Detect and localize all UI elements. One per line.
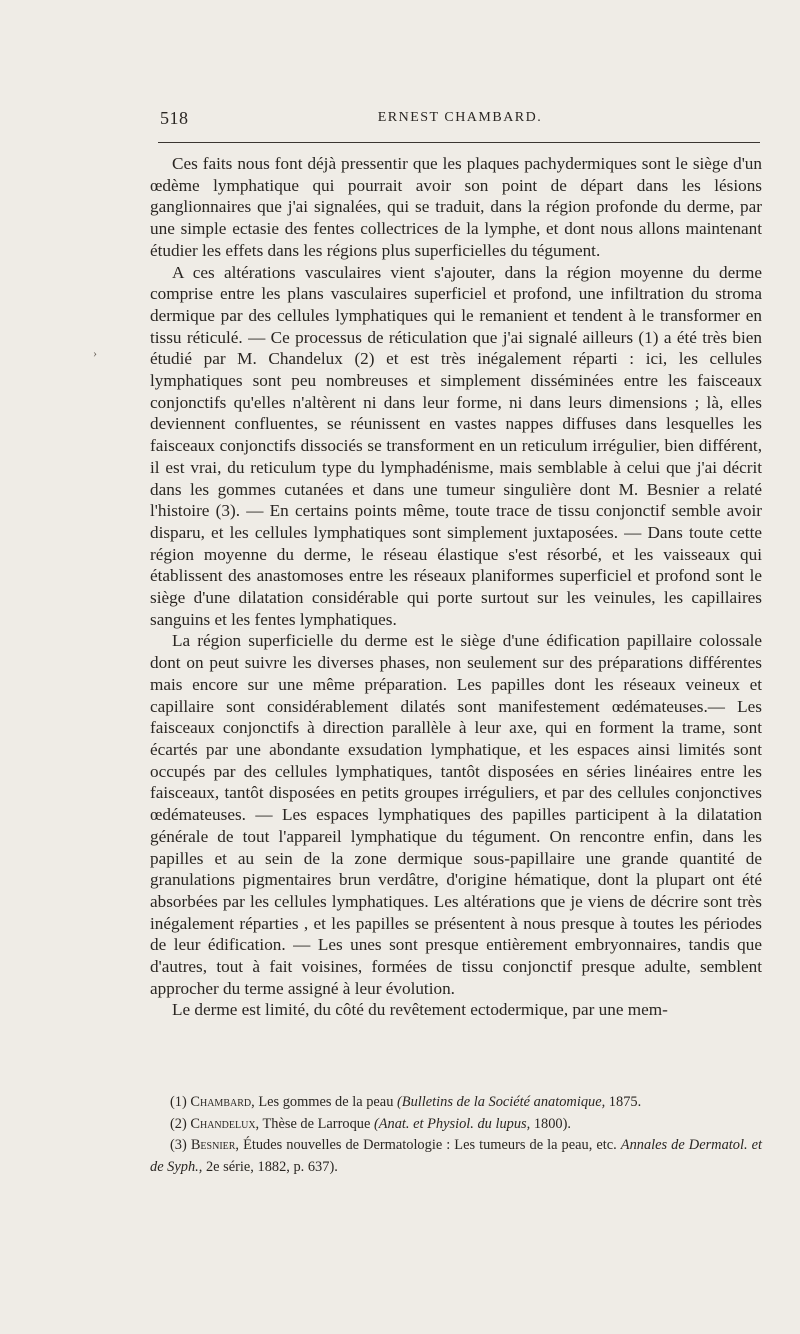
footnote-marker: (1) bbox=[170, 1094, 187, 1110]
margin-mark: › bbox=[93, 346, 97, 360]
footnote-marker: (2) bbox=[170, 1115, 187, 1132]
running-head: ERNEST CHAMBARD. bbox=[377, 110, 543, 125]
footnote-title: Annales de Dermatol. et de Syph., bbox=[150, 1137, 762, 1175]
footnote-rest: 1875. bbox=[605, 1094, 642, 1110]
footnote-rest: 1800). bbox=[530, 1115, 572, 1132]
footnote-marker: (3) bbox=[170, 1137, 187, 1153]
footnote-text: Thèse de Larroque bbox=[259, 1115, 374, 1132]
page-number: 518 bbox=[160, 108, 189, 128]
footnote bbox=[150, 1135, 762, 1178]
footnote-author: Chambard, bbox=[190, 1094, 255, 1110]
footnote-rest: 2e série, 1882, p. 637). bbox=[202, 1158, 338, 1175]
page-header bbox=[160, 108, 760, 132]
footnote-title: (Bulletins de la Société anatomique, bbox=[396, 1094, 606, 1110]
footnote-author: Besnier, bbox=[190, 1137, 240, 1153]
footnote-text: Études nouvelles de Dermatologie : Les tumeurs de la peau, etc. bbox=[239, 1137, 621, 1153]
paragraph: Ces faits nous font déjà pressentir que les plaques pachydermiques sont le siège d'un œdème lymphatique qui pourrait avoir son point de départ dans les lésions ganglionnaires que j'ai signalées, qui se traduit, dans la région profonde du derme, par une simple ectasie des fentes collectrices de la lymphe, et dont nous allons maintenant étudier les effets dans les régions plus superficielles du tégument. bbox=[150, 154, 762, 260]
footnotes bbox=[150, 1092, 762, 1178]
footnote-title: (Anat. et Physiol. du lupus, bbox=[373, 1115, 531, 1132]
footnote bbox=[150, 1092, 762, 1114]
footnote-author: Chandelux, bbox=[190, 1115, 260, 1132]
paragraph: Le derme est limité, du côté du revêtement ectodermique, par une mem- bbox=[172, 1000, 668, 1020]
body-text bbox=[150, 153, 762, 1021]
footnote bbox=[150, 1114, 762, 1136]
footnote-text: Les gommes de la peau bbox=[254, 1094, 397, 1110]
paragraph: A ces altérations vasculaires vient s'ajouter, dans la région moyenne du derme comprise entre les plans vasculaires superficiel et profond, une infiltration du stroma dermique par des cellules lymphatiques qui le remanient et tendent à le transformer en tissu réticulé. — Ce processus de réticulation que j'ai signalé ailleurs (1) a été très bien étudié par M. Chandelux (2) et est très inégalement réparti : ici, les cellules lymphatiques sont peu nombreuses et simplement disséminées entre les faisceaux conjonctifs qu'elles n'altèrent ni dans leur forme, ni dans leurs dimensions ; là, elles deviennent confluentes, se réunissent en vastes nappes diffuses dans lesquelles les faisceaux conjonctifs dissociés se transforment en un reticulum irrégulier, bien différent, il est vrai, du reticulum type du lymphadénisme, mais semblable à celui que j'ai décrit dans les gommes cutanées et dans une tumeur singulière dont M. Besnier a relaté l'histoire (3). — En certains points même, toute trace de tissu conjonctif semble avoir disparu, et les cellules lymphatiques sont simplement juxtaposées. — Dans toute cette région moyenne du derme, le réseau élastique s'est résorbé, et les vaisseaux qui établissent des anastomoses entre les réseaux planiformes superficiel et profond sont le siège d'une dilatation considérable qui porte surtout sur les veinules, les capillaires sanguins et les fentes lymphatiques. bbox=[150, 262, 762, 629]
paragraph: La région superficielle du derme est le siège d'une édification papillaire colossale dont on peut suivre les diverses phases, non seulement sur des préparations différentes mais encore sur une même préparation. Les papilles dont les réseaux veineux et capillaire sont considérablement dilatés sont manifestement œdémateuses.— Les faisceaux conjonctifs à direction parallèle à leur axe, qui en forment la trame, sont écartés par une abondante exsudation lymphatique, et les espaces ainsi limités sont occupés par des cellules lymphatiques, tantôt disposées en séries linéaires entre les faisceaux, tantôt disposées en petits groupes irréguliers, et par des cellules conjonctives œdémateuses. — Les espaces lymphatiques des papilles participent à la dilatation générale de tout l'appareil lymphatique du tégument. On rencontre enfin, dans les papilles et au sein de la zone dermique sous-papillaire une grande quantité de granulations pigmentaires brun verdâtre, d'origine hématique, dont la plupart ont été absorbées par les cellules lymphatiques. Les altérations que je viens de décrire sont très inégalement réparties , et les papilles se présentent à nous presque à toutes les périodes de leur édification. — Les unes sont presque entièrement embryonnaires, tandis que d'autres, tout à fait voisines, formées de tissu conjonctif presque adulte, semblent approcher du terme assigné à leur évolution. bbox=[150, 631, 762, 998]
header-rule bbox=[158, 142, 760, 143]
